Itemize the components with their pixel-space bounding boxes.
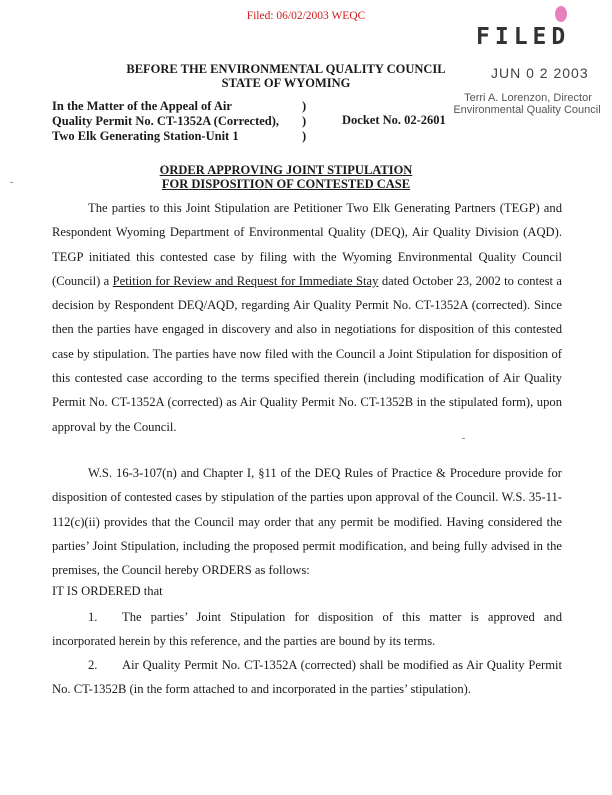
bracket: ) xyxy=(302,114,307,128)
order-item-number: 1. xyxy=(88,610,98,624)
order-item-2 xyxy=(52,653,562,702)
bracket: ) xyxy=(302,99,307,113)
filed-stamp-director: Terri A. Lorenzon, Director xyxy=(464,92,592,104)
docket-number: Docket No. 02-2601 xyxy=(342,113,446,127)
state-heading: STATE OF WYOMING xyxy=(221,76,351,90)
order-item-text: Air Quality Permit No. CT-1352A (corrected) shall be modified as Air Quality Permit No. CT-1352B (in the form attached to and incorporated in the parties’ stipulation). xyxy=(52,658,562,697)
order-title-line-2: FOR DISPOSITION OF CONTESTED CASE xyxy=(161,177,411,191)
filed-header: Filed: 06/02/2003 WEQC xyxy=(246,10,366,22)
order-title-line-1: ORDER APPROVING JOINT STIPULATION xyxy=(159,163,413,177)
caption-line-2: Quality Permit No. CT-1352A (Corrected), xyxy=(52,114,280,128)
paragraph-1-text-b: dated October 23, 2002 to contest a decision by Respondent DEQ/AQD, regarding Air Quality Permit No. CT-1352A (corrected). Since then the parties have engaged in discovery and also in negotiations for disposition of this contested case by stipulation. The parties have now filed with the Council a Joint Stipulation for disposition of this contested case according to the terms specified therein (including modification of Air Quality Permit No. CT-1352A (corrected) as Air Quality Permit No. CT-1352B in the stipulated form), upon approval by the Council. xyxy=(52,273,563,434)
scan-speck xyxy=(462,438,465,439)
case-caption xyxy=(52,99,279,144)
order-title xyxy=(0,163,572,191)
paragraph-2-text: W.S. 16-3-107(n) and Chapter I, §11 of the DEQ Rules of Practice & Procedure provide for disposition of contested cases by stipulation of the parties upon approval of the Council. W.S. 35-11-112(c)(ii) provides that the Council may order that any permit be modified. Having considered the parties’ Joint Stipulation, including the proposed permit modification, and being fully advised in the premises, the Council hereby ORDERS as follows: xyxy=(52,466,562,578)
scan-speck xyxy=(10,182,13,183)
order-item-number: 2. xyxy=(88,658,98,672)
council-heading: BEFORE THE ENVIRONMENTAL QUALITY COUNCIL xyxy=(126,62,446,76)
order-item-1 xyxy=(52,605,562,654)
body-paragraph-2 xyxy=(52,461,562,582)
caption-brackets xyxy=(302,99,306,144)
paragraph-1-text-a: The parties to this Joint Stipulation are Petitioner Two Elk Generating Partners (TEGP) and Respondent Wyoming Department of Environmental Quality (DEQ), Air Quality Division (AQD). TEGP initiated this contested case by filing with the Wyoming Environmental Quality Council (Council) a xyxy=(52,201,562,288)
body-paragraph-1 xyxy=(52,196,562,439)
petition-reference: Petition for Review and Request for Immediate Stay xyxy=(112,273,379,288)
bracket: ) xyxy=(302,129,307,143)
caption-line-1: In the Matter of the Appeal of Air xyxy=(52,99,232,113)
caption-line-3: Two Elk Generating Station-Unit 1 xyxy=(52,129,239,143)
ordered-heading: IT IS ORDERED that xyxy=(52,584,163,598)
order-item-text: The parties’ Joint Stipulation for disposition of this matter is approved and incorporated herein by this reference, and the parties are bound by its terms. xyxy=(52,610,562,649)
filed-stamp-date: JUN 0 2 2003 xyxy=(491,65,589,81)
filed-stamp: FILED xyxy=(476,24,571,50)
pink-ink-mark xyxy=(555,6,567,22)
filed-stamp-council: Environmental Quality Council xyxy=(453,104,601,116)
